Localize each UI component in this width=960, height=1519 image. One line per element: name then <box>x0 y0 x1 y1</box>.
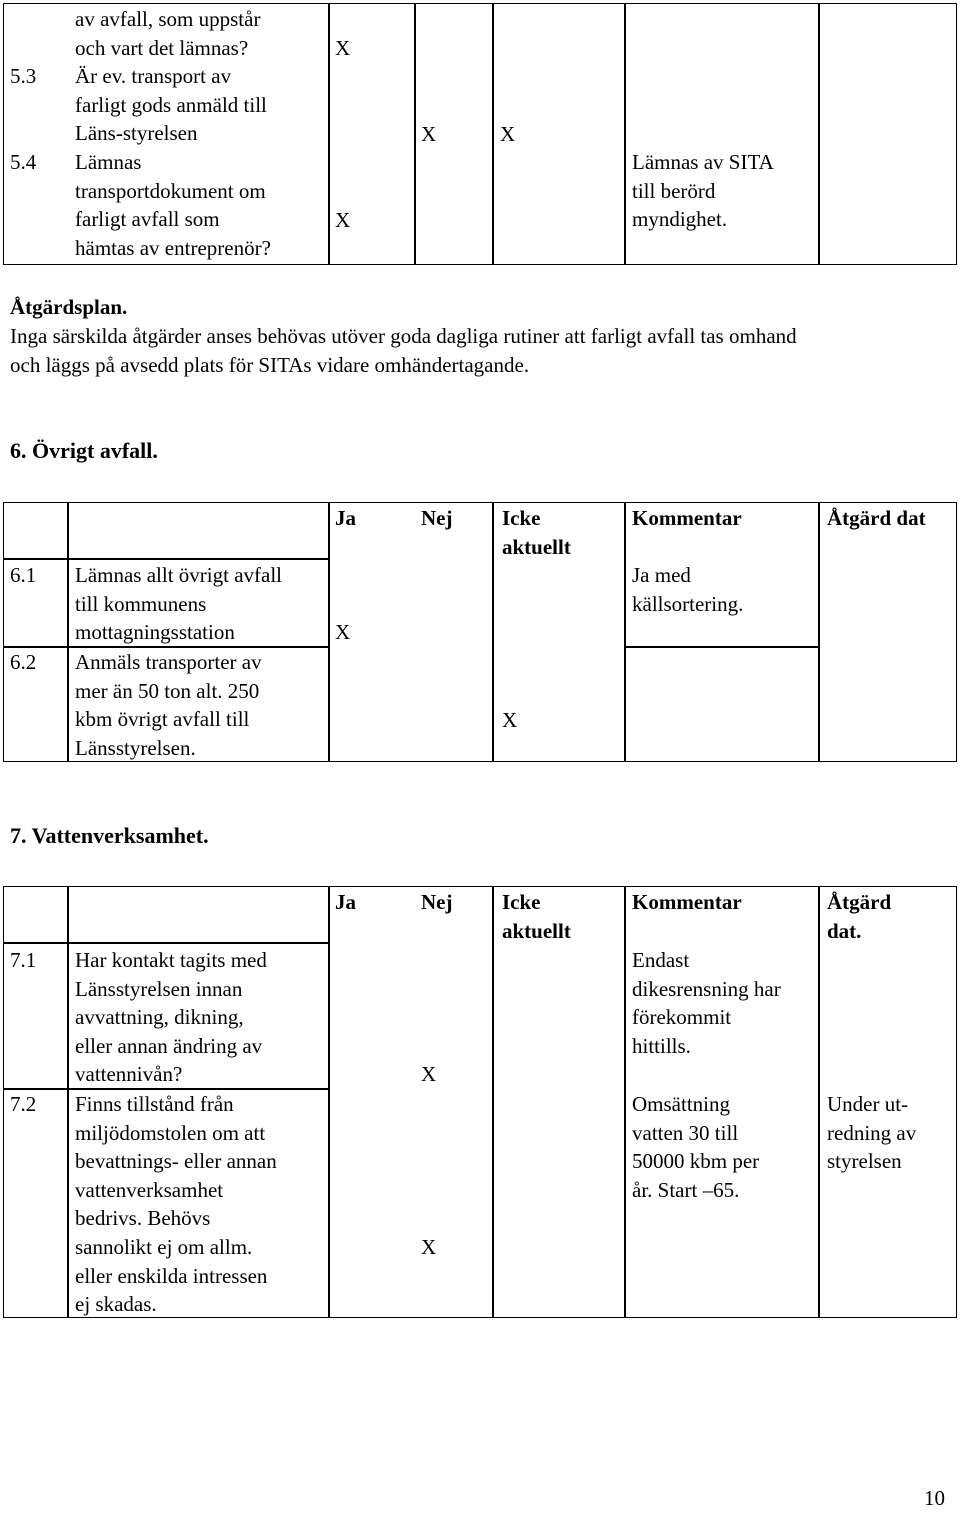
page-number: 10 <box>924 1486 945 1510</box>
ja-mark: X <box>335 620 351 644</box>
icke-cell <box>492 886 626 1318</box>
atgard-cell <box>818 3 957 265</box>
row-number: 7.1 <box>10 948 37 972</box>
header-icke-aktuellt: Icke aktuellt <box>502 890 571 943</box>
ja-mark: X <box>335 36 351 60</box>
comment-text: Lämnas av SITA till berörd myndighet. <box>632 150 774 232</box>
ja-nej-cell <box>328 886 494 1318</box>
question-text: Lämnas transportdokument om farligt avfall som hämtas av entreprenör? <box>75 150 271 260</box>
action-text: Under ut- redning av styrelsen <box>827 1092 917 1174</box>
nej-mark: X <box>421 1235 437 1259</box>
section-heading: 7. Vattenverksamhet. <box>10 823 209 848</box>
ja-mark: X <box>335 208 351 232</box>
header-atgard: Åtgärd dat. <box>827 890 892 943</box>
header-kommentar: Kommentar <box>632 890 742 914</box>
header-nej: Nej <box>421 890 453 914</box>
comment-text: Endast dikesrensning har förekommit hittills. <box>632 948 781 1058</box>
row-number: 6.1 <box>10 563 37 587</box>
atgardsplan-heading: Åtgärdsplan. <box>10 295 128 319</box>
comment-text: Ja med källsortering. <box>632 563 744 616</box>
row-number: 5.4 <box>10 150 37 174</box>
header-atgard: Åtgärd dat <box>827 506 926 530</box>
question-text: Finns tillstånd från miljödomstolen om att bevattnings- eller annan vattenverksamhet bedrivs. Behövs sannolikt ej om allm. eller enskilda intressen ej skadas. <box>75 1092 277 1317</box>
header-ja: Ja <box>335 506 356 530</box>
row-number: 6.2 <box>10 650 37 674</box>
comment-text: Omsättning vatten 30 till 50000 kbm per år. Start –65. <box>632 1092 760 1202</box>
nej-mark: X <box>421 1062 437 1086</box>
header-cell <box>67 886 330 944</box>
question-text: Har kontakt tagits med Länsstyrelsen innan avvattning, dikning, eller annan ändring av vattennivån? <box>75 948 267 1087</box>
atgardsplan-text: Inga särskilda åtgärder anses behövas utöver goda dagliga rutiner att farligt avfall tas omhand och läggs på avsedd plats för SITAs vidare omhändertagande. <box>10 324 797 377</box>
question-text: av avfall, som uppstår och vart det lämnas? <box>75 7 261 60</box>
header-cell <box>3 502 69 560</box>
header-ja: Ja <box>335 890 356 914</box>
kommentar-cell <box>624 646 820 762</box>
header-cell <box>67 502 330 560</box>
header-icke-aktuellt: Icke aktuellt <box>502 506 571 559</box>
section-heading: 6. Övrigt avfall. <box>10 438 158 463</box>
question-text: Är ev. transport av farligt gods anmäld till Läns-styrelsen <box>75 64 267 146</box>
row-number: 5.3 <box>10 64 37 88</box>
header-cell <box>3 886 69 944</box>
icke-mark: X <box>502 708 518 732</box>
header-nej: Nej <box>421 506 453 530</box>
icke-mark: X <box>500 122 516 146</box>
number-cell <box>3 1088 69 1318</box>
ja-nej-cell <box>328 502 494 762</box>
question-text: Anmäls transporter av mer än 50 ton alt. 250 kbm övrigt avfall till Länsstyrelsen. <box>75 650 262 760</box>
nej-mark: X <box>421 122 437 146</box>
header-kommentar: Kommentar <box>632 506 742 530</box>
row-number: 7.2 <box>10 1092 37 1116</box>
question-text: Lämnas allt övrigt avfall till kommunens mottagningsstation <box>75 563 283 645</box>
atgard-cell <box>818 502 957 762</box>
